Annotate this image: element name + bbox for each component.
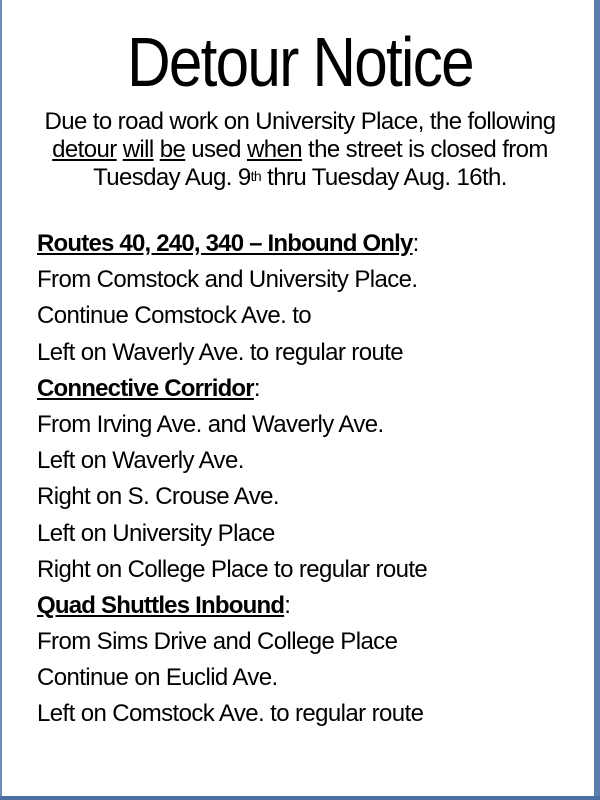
heading-colon: : bbox=[412, 230, 419, 257]
intro-underlined-word: detour bbox=[52, 136, 117, 163]
intro-underlined-word: be bbox=[159, 136, 186, 163]
section-heading bbox=[37, 588, 577, 624]
route-step: From Comstock and University Place. bbox=[37, 266, 418, 294]
route-step: Left on Comstock Ave. to regular route bbox=[37, 700, 424, 728]
route-step: Continue on Euclid Ave. bbox=[37, 664, 278, 692]
heading-colon: : bbox=[253, 374, 260, 402]
route-step: Left on Waverly Ave. bbox=[37, 447, 244, 475]
intro-text: Due to road work on University Place, the following bbox=[44, 108, 556, 135]
intro-paragraph bbox=[28, 108, 572, 192]
intro-text: the street is closed from Tuesday Aug. 9 bbox=[93, 136, 548, 191]
section-heading-text: Routes 40, 240, 340 – Inbound Only bbox=[37, 230, 413, 257]
route-step: Right on College Place to regular route bbox=[37, 555, 428, 583]
window-frame-right bbox=[594, 0, 600, 800]
route-step: From Sims Drive and College Place bbox=[37, 628, 398, 656]
window-frame-bottom bbox=[0, 796, 600, 800]
heading-colon: : bbox=[284, 591, 291, 619]
notice-title: Detour Notice bbox=[127, 23, 473, 101]
route-step: Left on University Place bbox=[37, 519, 275, 547]
intro-underlined-word: when bbox=[247, 136, 302, 163]
intro-text: used bbox=[185, 136, 247, 163]
route-step: Left on Waverly Ave. to regular route bbox=[37, 338, 404, 366]
intro-superscript: th bbox=[250, 168, 262, 184]
section-heading bbox=[37, 371, 577, 407]
intro-underlined-word: will bbox=[122, 136, 154, 163]
section-heading-text: Connective Corridor bbox=[37, 374, 254, 402]
route-step: Right on S. Crouse Ave. bbox=[37, 483, 279, 511]
route-step: Continue Comstock Ave. to bbox=[37, 302, 312, 330]
section-heading bbox=[37, 226, 577, 262]
route-step: From Irving Ave. and Waverly Ave. bbox=[37, 410, 384, 438]
intro-text: thru Tuesday Aug. 16th. bbox=[261, 164, 507, 191]
section-heading-text: Quad Shuttles Inbound bbox=[37, 591, 285, 619]
route-list bbox=[37, 226, 577, 733]
